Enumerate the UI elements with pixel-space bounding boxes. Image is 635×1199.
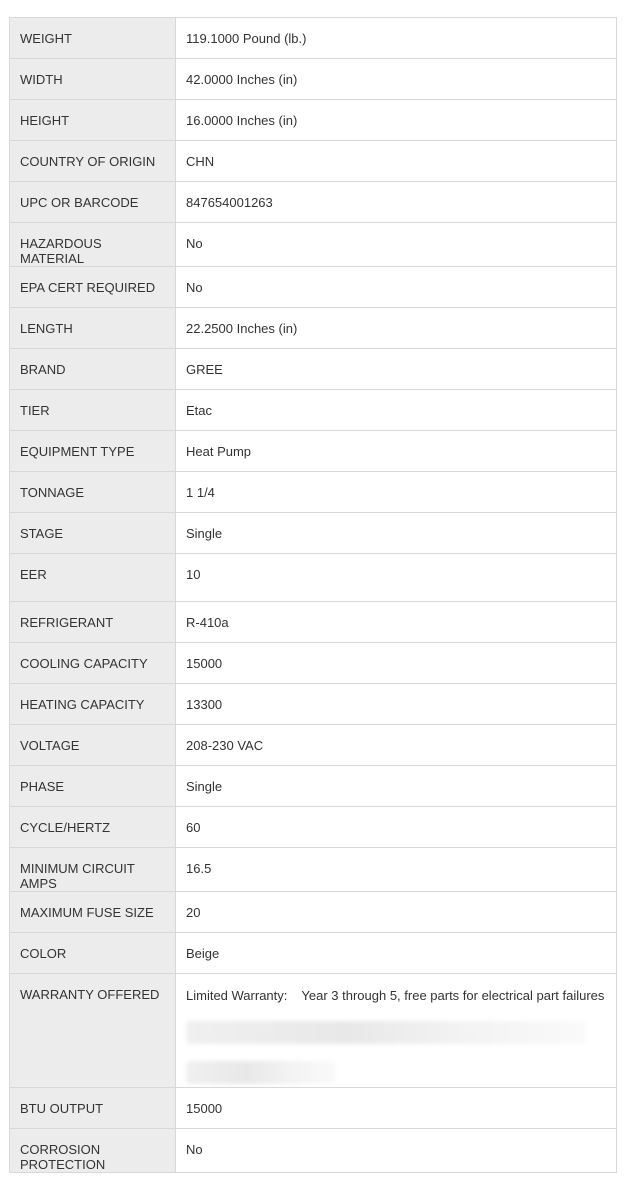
spec-value: Etac xyxy=(176,390,617,431)
spec-row-cycle-hertz xyxy=(10,807,617,848)
spec-row-voltage xyxy=(10,725,617,766)
spec-row-min-circuit-amps xyxy=(10,848,617,892)
spec-label: EER xyxy=(10,554,176,602)
spec-label: TIER xyxy=(10,390,176,431)
spec-row-brand xyxy=(10,349,617,390)
spec-value: Single xyxy=(176,513,617,554)
spec-value: No xyxy=(176,1129,617,1173)
spec-label: BRAND xyxy=(10,349,176,390)
spec-value: No xyxy=(176,223,617,267)
spec-label: CORROSION PROTECTION xyxy=(10,1129,176,1173)
spec-row-tier xyxy=(10,390,617,431)
spec-value: 15000 xyxy=(176,643,617,684)
spec-value: 60 xyxy=(176,807,617,848)
spec-row-color xyxy=(10,933,617,974)
spec-value: 42.0000 Inches (in) xyxy=(176,59,617,100)
spec-label: LENGTH xyxy=(10,308,176,349)
spec-value: 16.0000 Inches (in) xyxy=(176,100,617,141)
spec-value xyxy=(176,974,617,1088)
blurred-text xyxy=(186,1061,336,1084)
spec-label: TONNAGE xyxy=(10,472,176,513)
spec-value: No xyxy=(176,267,617,308)
spec-row-heating-capacity xyxy=(10,684,617,725)
spec-row-cooling-capacity xyxy=(10,643,617,684)
spec-value: R-410a xyxy=(176,602,617,643)
spec-row-width xyxy=(10,59,617,100)
spec-label: HEIGHT xyxy=(10,100,176,141)
spec-value: 1 1/4 xyxy=(176,472,617,513)
spec-label: WEIGHT xyxy=(10,18,176,59)
spec-label: MINIMUM CIRCUIT AMPS xyxy=(10,848,176,892)
spec-label: REFRIGERANT xyxy=(10,602,176,643)
spec-row-equipment-type xyxy=(10,431,617,472)
spec-value: 847654001263 xyxy=(176,182,617,223)
spec-row-weight xyxy=(10,18,617,59)
spec-row-corrosion-protection xyxy=(10,1129,617,1173)
spec-label: COOLING CAPACITY xyxy=(10,643,176,684)
spec-label: STAGE xyxy=(10,513,176,554)
spec-value: 119.1000 Pound (lb.) xyxy=(176,18,617,59)
spec-label: BTU OUTPUT xyxy=(10,1088,176,1129)
spec-value: 15000 xyxy=(176,1088,617,1129)
spec-row-stage xyxy=(10,513,617,554)
spec-label: MAXIMUM FUSE SIZE xyxy=(10,892,176,933)
spec-row-tonnage xyxy=(10,472,617,513)
spec-row-epa-cert xyxy=(10,267,617,308)
spec-value: 13300 xyxy=(176,684,617,725)
spec-label: HEATING CAPACITY xyxy=(10,684,176,725)
spec-value: Single xyxy=(176,766,617,807)
spec-row-max-fuse-size xyxy=(10,892,617,933)
spec-value: 208-230 VAC xyxy=(176,725,617,766)
spec-row-refrigerant xyxy=(10,602,617,643)
spec-row-country-of-origin xyxy=(10,141,617,182)
spec-value: CHN xyxy=(176,141,617,182)
spec-label: EQUIPMENT TYPE xyxy=(10,431,176,472)
specifications-table xyxy=(9,17,617,1173)
spec-label: PHASE xyxy=(10,766,176,807)
spec-row-length xyxy=(10,308,617,349)
spec-row-height xyxy=(10,100,617,141)
spec-value: 10 xyxy=(176,554,617,602)
spec-label: COLOR xyxy=(10,933,176,974)
spec-label: UPC OR BARCODE xyxy=(10,182,176,223)
spec-row-upc xyxy=(10,182,617,223)
spec-label: HAZARDOUS MATERIAL xyxy=(10,223,176,267)
spec-row-btu-output xyxy=(10,1088,617,1129)
blurred-text xyxy=(186,1021,586,1044)
spec-label: WIDTH xyxy=(10,59,176,100)
spec-value: Heat Pump xyxy=(176,431,617,472)
spec-label: WARRANTY OFFERED xyxy=(10,974,176,1088)
warranty-text: Limited Warranty: Year 3 through 5, free parts for electrical part failures xyxy=(186,988,605,1003)
spec-row-phase xyxy=(10,766,617,807)
spec-row-warranty xyxy=(10,974,617,1088)
spec-row-hazardous-material xyxy=(10,223,617,267)
spec-label: VOLTAGE xyxy=(10,725,176,766)
spec-value: GREE xyxy=(176,349,617,390)
spec-label: COUNTRY OF ORIGIN xyxy=(10,141,176,182)
spec-value: 22.2500 Inches (in) xyxy=(176,308,617,349)
spec-value: 16.5 xyxy=(176,848,617,892)
spec-value: 20 xyxy=(176,892,617,933)
spec-label: CYCLE/HERTZ xyxy=(10,807,176,848)
spec-label: EPA CERT REQUIRED xyxy=(10,267,176,308)
spec-value: Beige xyxy=(176,933,617,974)
spec-row-eer xyxy=(10,554,617,602)
